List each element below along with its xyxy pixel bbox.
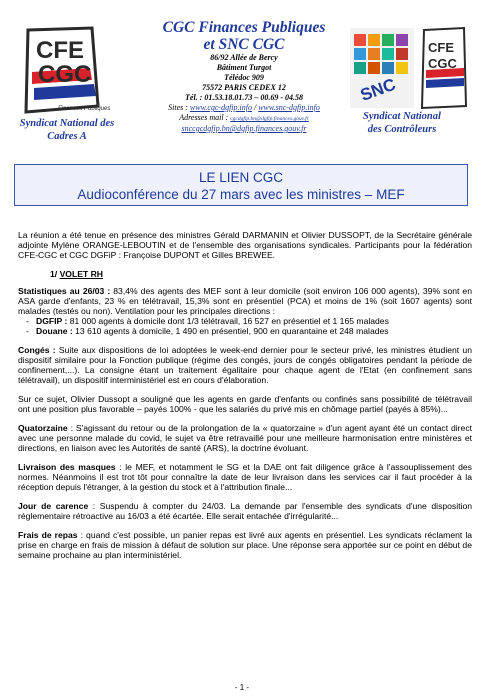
conges-label: Congés : [18, 345, 56, 355]
header-address1: 86/92 Allée de Bercy [210, 53, 278, 62]
header-tel: Tél. : 01.53.18.01.73 – 00.69 - 04.58 [185, 93, 303, 102]
list-item: - Douane : 13 610 agents à domicile, 1 490 en présentiel, 900 en quarantaine et 248 malades [26, 326, 389, 336]
intro-paragraph: La réunion a été tenue en présence des ministres Gérald DARMANIN et Olivier DUSSOPT, de la Secrétaire générale adjointe Mylène ORANGE-LEBOUTIN et de l'ensemble des organisations syndicales. Participants pour la fédération CFE-CGC et CGC DGFiP : Françoise DUPONT et Gilles BREWEE. [18, 230, 472, 260]
title-line1: LE LIEN CGC [198, 170, 284, 185]
header-mail2 [138, 124, 350, 134]
stats-paragraph [18, 286, 472, 316]
stats-text: 83,4% des agents des MEF sont à leur domicile (soit environ 106 000 agents), 39% sont en ASA garde d'enfants, 23 % en télétravail, 15,3% sont en présentiel (PCA) et moins de 1% (soit 1607 agents) sont malades (testés ou non). Ventilation pour les principales directions : [18, 286, 472, 316]
bullet-text: 81 000 agents à domicile dont 1/3 télétravail, 16 527 en présentiel et 1 165 malades [67, 316, 389, 326]
masques-text: : le MEF, et notamment le SG et la DAE ont fait diligence grâce à l'assouplissement des normes. Néanmoins il est trot tôt pour connaître la date de leur livraison dans les services car il faut procéder à la réception depuis l'étranger, à la gestion du stock et à l'attribution finale... [18, 462, 472, 492]
header-address2: Bâtiment Turgot [216, 63, 272, 72]
repas-paragraph [18, 530, 472, 560]
section-title: VOLET RH [59, 269, 104, 279]
header-city: 75572 PARIS CEDEX 12 [202, 83, 286, 92]
logo-snc-text: SNC [357, 74, 399, 105]
mail1-link[interactable]: cgcdgfip.bn@dgfip.finances.gouv.fr [230, 116, 309, 122]
conges-text: Suite aux dispositions de loi adoptées le week-end dernier pour le secteur privé, les ministres étudient un dispositif similaire pour la Fonction publique (régime des congés, jours de congés obligatoires pendant la période de confinement,...). La consigne étant un traitement égalitaire pour chaque agent de l'Etat (en confinement sans télétravail), un dispositif interministériel est en cours d'élaboration. [18, 345, 472, 385]
directions-list [18, 316, 472, 336]
syndicat-cadres-label [4, 117, 130, 143]
bullet-label: Douane : [36, 326, 73, 336]
syndicat-left-line2: Cadres A [47, 131, 87, 142]
title-line2: Audioconférence du 27 mars avec les ministres – MEF [77, 187, 405, 202]
cfe-cgc-finances-publiques-logo [18, 24, 111, 116]
site-separator: / [253, 103, 257, 112]
site2-link[interactable]: www.snc-dgfip.info [258, 103, 320, 112]
section-number: 1/ [50, 269, 58, 279]
mail2-link[interactable]: snccgcdgfip.bn@dgfip.finances.gouv.fr [181, 124, 307, 133]
logo-left-caption: Finances Publiques [58, 106, 111, 112]
logo-right-cfe-text: CFE [428, 40, 454, 55]
header-teledoc: Télédoc 909 [224, 73, 264, 82]
header-block [138, 19, 350, 134]
syndicat-left-line1: Syndicat National des [19, 118, 115, 129]
header-title-line2: et SNC CGC [203, 36, 285, 53]
bullet-text: 13 610 agents à domicile, 1 490 en présentiel, 900 en quarantaine et 248 malades [72, 326, 389, 336]
quatorzaine-label: Quatorzaine [18, 423, 68, 433]
carence-paragraph [18, 501, 472, 521]
logo-right-cgc-text: CGC [428, 56, 457, 71]
stats-label: Statistiques au 26/03 : [18, 286, 111, 296]
bullet-label: DGFIP : [36, 316, 68, 326]
conges-paragraph [18, 345, 472, 385]
sites-label: Sites : [168, 103, 188, 112]
logo-left-cfe-text: CFE [36, 37, 84, 64]
repas-text: : quand c'est possible, un panier repas est livré aux agents en présentiel. Les syndicats réclament la prise en charge en frais de mission à défaut de solution sur place. Une réponse sera apportée sur ce point en début de semaine prochaine au plan interministériel. [18, 530, 473, 560]
list-item: - DGFIP : 81 000 agents à domicile dont 1/3 télétravail, 16 527 en présentiel et 1 165 malades [26, 316, 389, 326]
masques-paragraph [18, 462, 472, 492]
carence-text: : Suspendu à compter du 24/03. La demande par l'ensemble des syndicats d'une disposition réglementaire rétroactive au 16/03 a été écartée. Elle serait entachée d'irrégularité... [18, 501, 472, 521]
header-mail [138, 113, 350, 124]
header-title-line1: CGC Finances Publiques [162, 19, 326, 36]
section-heading [50, 269, 472, 279]
quatorzaine-paragraph [18, 423, 472, 453]
page-number: - 1 - [234, 683, 250, 692]
quatorzaine-text: : S'agissant du retour ou de la prolongation de la « quatorzaine » d'un agent ayant été un contact direct avec une personne malade du covid, le sujet va être retravaillé pour une meilleure harmonisation entre ministères et directions, en liaison avec les Autorités de santé (ARS), la doctrine évoluant. [18, 423, 472, 453]
header-sites [138, 103, 350, 113]
mail-label: Adresses mail : [179, 113, 229, 122]
document-title-box [14, 164, 468, 206]
syndicat-right-line1: Syndicat National [363, 111, 441, 122]
snc-cfe-cgc-logo [346, 22, 470, 112]
masques-label: Livraison des masques [18, 462, 116, 472]
repas-label: Frais de repas [18, 530, 78, 540]
carence-label: Jour de carence [18, 501, 89, 511]
document-body [18, 230, 472, 569]
syndicat-controleurs-label [342, 110, 462, 136]
dussopt-paragraph: Sur ce sujet, Olivier Dussopt a souligné que les agents en garde d'enfants ou confinés sans possibilité de télétravail ont une position plus favorable – payés 100% - que les salariés du privé mis en chômage partiel (payés à 85%)... [18, 394, 472, 414]
site1-link[interactable]: www.cgc-dgfip.info [189, 103, 252, 112]
syndicat-right-line2: des Contrôleurs [367, 124, 437, 135]
logo-left-cgc-text: CGC [38, 61, 92, 88]
